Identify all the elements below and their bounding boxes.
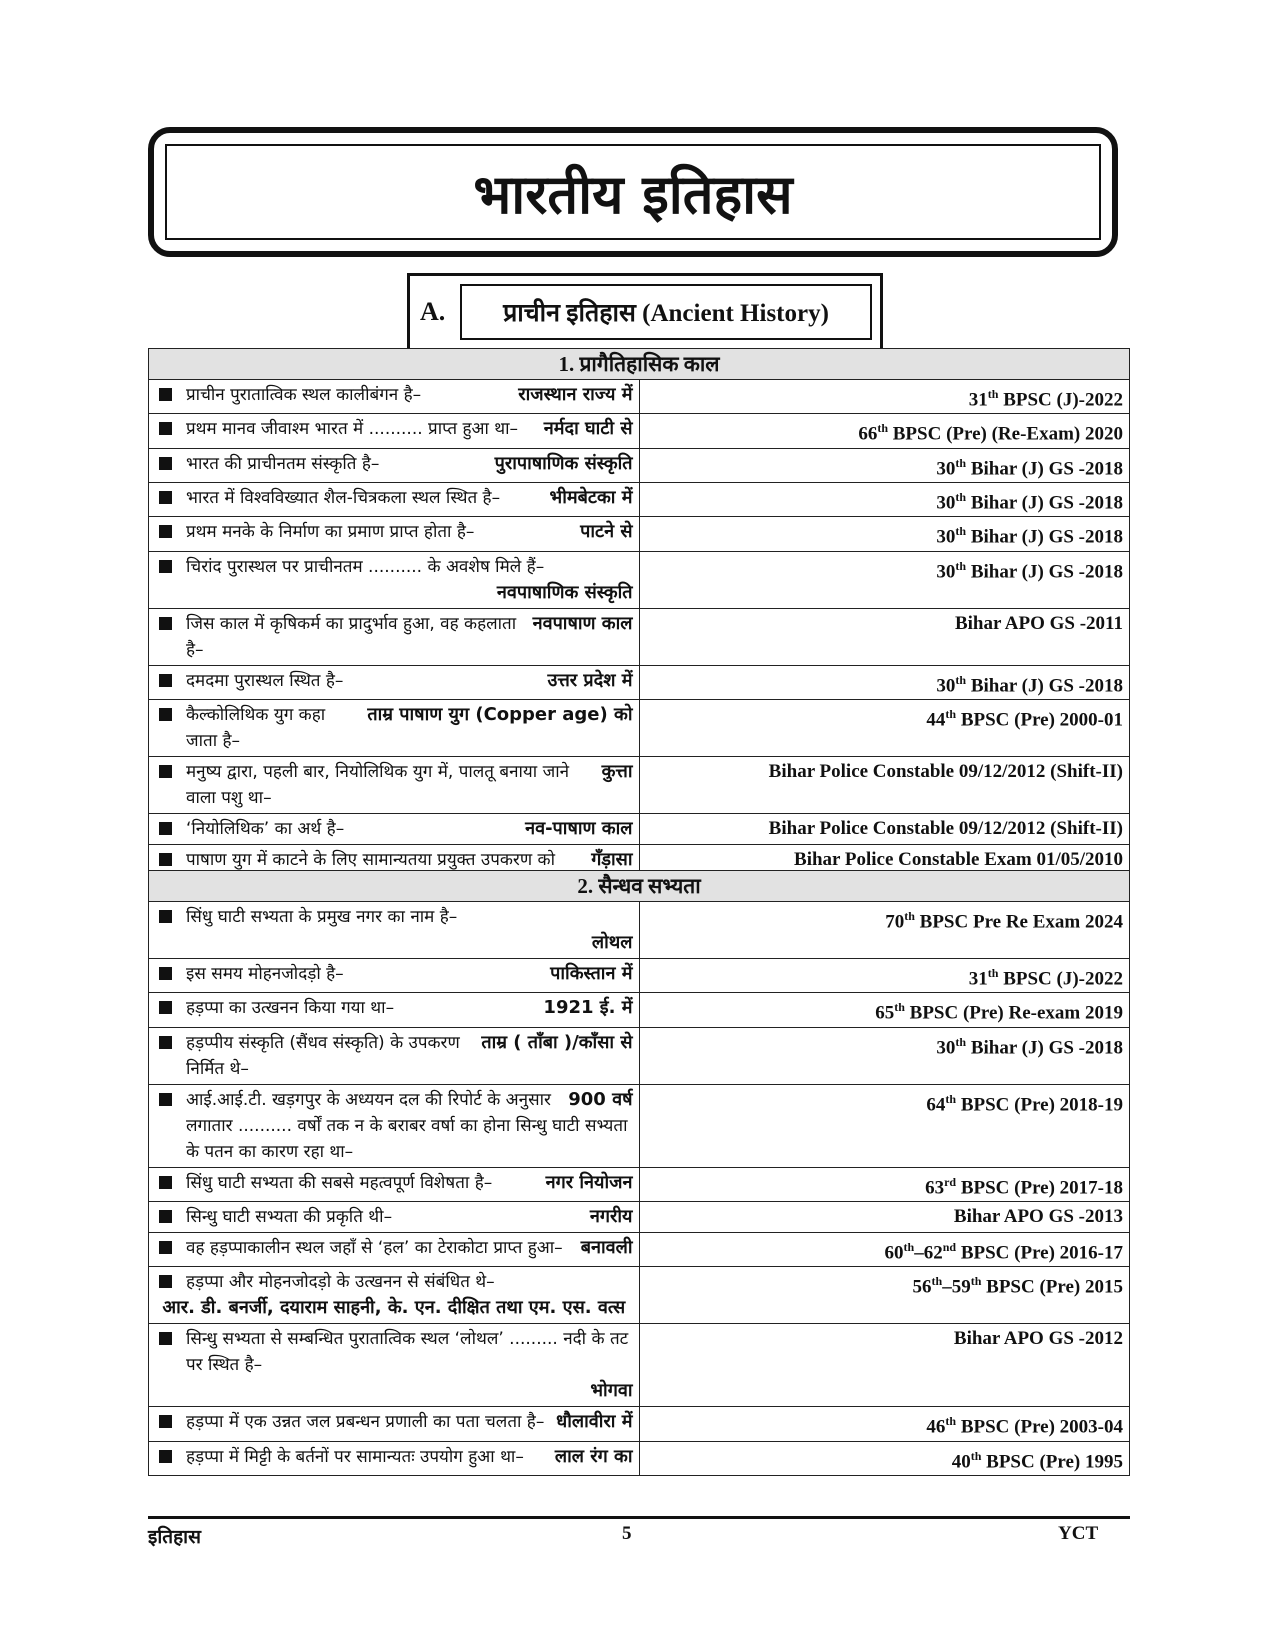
section-heading: 2. सैन्धव सभ्यता <box>149 871 1130 902</box>
square-bullet-icon <box>159 853 172 866</box>
question-row <box>149 959 1130 993</box>
exam-source: 30th Bihar (J) GS -2018 <box>639 665 1130 699</box>
exam-source: Bihar Police Constable 09/12/2012 (Shift-II) <box>639 813 1130 844</box>
question-line <box>155 1326 633 1378</box>
question-text-wrap <box>186 904 633 930</box>
question-cell <box>149 448 640 482</box>
question-cell <box>149 756 640 813</box>
question-cell <box>149 1201 640 1232</box>
question-text: दमदमा पुरास्थल स्थित है– <box>186 670 344 691</box>
footer-rule <box>148 1516 1130 1519</box>
question-line <box>155 904 633 930</box>
answer: ताम्र पाषाण युग (Copper age) को <box>367 703 633 725</box>
exam-source: 70th BPSC Pre Re Exam 2024 <box>639 902 1130 959</box>
question-text-wrap <box>186 995 633 1021</box>
question-line <box>155 382 633 408</box>
square-bullet-icon <box>159 388 172 401</box>
question-text-wrap <box>186 611 633 663</box>
question-line <box>155 759 633 811</box>
exam-source: 46th BPSC (Pre) 2003-04 <box>639 1407 1130 1441</box>
question-cell <box>149 902 640 959</box>
question-text-wrap <box>186 1030 633 1082</box>
question-text: मनुष्य द्वारा, पहली बार, नियोलिथिक युग में, पालतू बनाया जाने वाला पशु था– <box>186 761 570 808</box>
question-cell <box>149 1027 640 1084</box>
question-line <box>155 1170 633 1196</box>
answer: उत्तर प्रदेश में <box>547 669 633 691</box>
question-text: सिन्धु घाटी सभ्यता की प्रकृति थी– <box>186 1206 393 1227</box>
answer: पाटने से <box>580 521 633 543</box>
question-text: प्राचीन पुरातात्विक स्थल कालीबंगन है– <box>186 385 422 405</box>
answer: लाल रंग का <box>554 1445 633 1467</box>
exam-source: 63rd BPSC (Pre) 2017-18 <box>639 1167 1130 1201</box>
question-text-wrap <box>186 1409 633 1435</box>
question-cell <box>149 517 640 551</box>
question-row <box>149 1201 1130 1232</box>
question-cell <box>149 608 640 665</box>
square-bullet-icon <box>159 491 172 504</box>
question-text-wrap <box>186 485 633 511</box>
page-title: भारतीय इतिहास <box>473 163 793 226</box>
question-table-prehistoric <box>148 348 1130 902</box>
section-title-frame <box>407 273 883 351</box>
question-row <box>149 517 1130 551</box>
exam-source: 30th Bihar (J) GS -2018 <box>639 551 1130 608</box>
question-cell <box>149 665 640 699</box>
answer: पुरापाषाणिक संस्कृति <box>494 452 633 474</box>
square-bullet-icon <box>159 560 172 573</box>
question-line <box>155 961 633 987</box>
exam-source: Bihar APO GS -2013 <box>639 1201 1130 1232</box>
square-bullet-icon <box>159 1001 172 1014</box>
square-bullet-icon <box>159 525 172 538</box>
exam-source: 60th–62nd BPSC (Pre) 2016-17 <box>639 1232 1130 1266</box>
exam-source: Bihar APO GS -2012 <box>639 1324 1130 1407</box>
answer: धौलावीरा में <box>556 1411 633 1433</box>
answer: लोथल <box>591 932 633 953</box>
question-cell <box>149 1084 640 1167</box>
question-text-wrap <box>186 451 633 477</box>
question-text-wrap <box>186 382 633 408</box>
question-cell <box>149 993 640 1027</box>
question-text: पाषाण युग में काटने के लिए सामान्यतया प्रयुक्त उपकरण को <box>186 849 556 870</box>
question-text-wrap <box>186 759 633 811</box>
square-bullet-icon <box>159 422 172 435</box>
square-bullet-icon <box>159 1093 172 1106</box>
question-text: हड़प्पा में एक उन्नत जल प्रबन्धन प्रणाली का पता चलता है– <box>186 1412 545 1433</box>
square-bullet-icon <box>159 457 172 470</box>
question-line <box>155 554 633 580</box>
question-text: कैल्कोलिथिक युग कहा जाता है– <box>186 704 326 751</box>
question-text: हड़प्पीय संस्कृति (सैंधव संस्कृति) के उपकरण निर्मित थे– <box>186 1032 460 1079</box>
question-text-wrap <box>186 1444 633 1470</box>
answer: 900 वर्ष <box>568 1088 633 1110</box>
question-cell <box>149 813 640 844</box>
answer: आर. डी. बनर्जी, दयाराम साहनी, के. एन. दीक्षित तथा एम. एस. वत्स <box>162 1297 626 1319</box>
question-line <box>155 519 633 545</box>
question-row <box>149 1232 1130 1266</box>
question-row <box>149 608 1130 665</box>
exam-source: 30th Bihar (J) GS -2018 <box>639 1027 1130 1084</box>
answer: राजस्थान राज्य में <box>518 384 633 405</box>
question-row <box>149 665 1130 699</box>
question-row <box>149 1167 1130 1201</box>
square-bullet-icon <box>159 967 172 980</box>
question-line <box>155 995 633 1021</box>
square-bullet-icon <box>159 910 172 923</box>
question-row <box>149 482 1130 516</box>
square-bullet-icon <box>159 617 172 630</box>
question-text: सिन्धु सभ्यता से सम्बन्धित पुरातात्विक स्थल ‘लोथल’ ......... नदी के तट पर स्थित है– <box>186 1329 629 1376</box>
answer: नव-पाषाण काल <box>525 817 633 839</box>
question-cell <box>149 1407 640 1441</box>
square-bullet-icon <box>159 1241 172 1254</box>
answer: भोगवा <box>590 1380 633 1402</box>
question-line <box>155 1444 633 1470</box>
question-row <box>149 1084 1130 1167</box>
question-text-wrap <box>186 668 633 694</box>
question-cell <box>149 380 640 414</box>
answer: ताम्र ( ताँबा )/काँसा से <box>481 1031 633 1053</box>
question-cell <box>149 1232 640 1266</box>
answer: नवपाषाणिक संस्कृति <box>496 581 633 603</box>
footer-subject: इतिहास <box>148 1526 201 1548</box>
question-text: सिंधु घाटी सभ्यता की सबसे महत्वपूर्ण विशेषता है– <box>186 1172 493 1193</box>
question-line <box>155 416 633 442</box>
exam-source: 30th Bihar (J) GS -2018 <box>639 448 1130 482</box>
question-line <box>155 1087 633 1165</box>
question-row <box>149 380 1130 414</box>
question-line <box>155 702 633 754</box>
square-bullet-icon <box>159 1176 172 1189</box>
square-bullet-icon <box>159 708 172 721</box>
question-text: सिंधु घाटी सभ्यता के प्रमुख नगर का नाम है– <box>186 907 458 927</box>
question-row <box>149 993 1130 1027</box>
question-line <box>155 451 633 477</box>
square-bullet-icon <box>159 1275 172 1288</box>
exam-source: 31th BPSC (J)-2022 <box>639 959 1130 993</box>
answer: बनावली <box>580 1236 633 1258</box>
question-line <box>155 1269 633 1295</box>
question-cell <box>149 414 640 448</box>
answer: नवपाषाण काल <box>532 612 633 634</box>
question-line <box>155 816 633 842</box>
question-row <box>149 756 1130 813</box>
question-text: वह हड़प्पाकालीन स्थल जहाँ से ‘हल’ का टेराकोटा प्राप्त हुआ– <box>186 1237 563 1258</box>
question-text: चिरांद पुरास्थल पर प्राचीनतम .......... के अवशेष मिले हैं– <box>186 556 545 577</box>
exam-source: 65th BPSC (Pre) Re-exam 2019 <box>639 993 1130 1027</box>
answer: 1921 ई. में <box>543 997 633 1019</box>
question-row <box>149 1267 1130 1324</box>
question-text-wrap <box>186 416 633 442</box>
question-line <box>155 1030 633 1082</box>
question-text: हड़प्पा में मिट्टी के बर्तनों पर सामान्यतः उपयोग हुआ था– <box>186 1446 524 1467</box>
exam-source: 30th Bihar (J) GS -2018 <box>639 482 1130 516</box>
question-text: ‘नियोलिथिक’ का अर्थ है– <box>186 818 345 839</box>
question-row <box>149 551 1130 608</box>
question-line <box>155 668 633 694</box>
page-title-inner-frame <box>165 144 1101 240</box>
exam-source: 66th BPSC (Pre) (Re-Exam) 2020 <box>639 414 1130 448</box>
question-text-wrap <box>186 1087 633 1165</box>
question-cell <box>149 1441 640 1475</box>
exam-source: 30th Bihar (J) GS -2018 <box>639 517 1130 551</box>
section-heading: 1. प्रागैतिहासिक काल <box>149 349 1130 380</box>
question-row <box>149 448 1130 482</box>
question-line <box>155 611 633 663</box>
exam-source: 40th BPSC (Pre) 1995 <box>639 1441 1130 1475</box>
question-row <box>149 813 1130 844</box>
answer: गँड़ासा <box>591 848 633 870</box>
exam-source: Bihar Police Constable 09/12/2012 (Shift-II) <box>639 756 1130 813</box>
answer: पाकिस्तान में <box>550 963 633 984</box>
question-cell <box>149 959 640 993</box>
page-title-frame <box>148 127 1118 257</box>
question-text-wrap <box>186 1204 633 1230</box>
exam-source: 31th BPSC (J)-2022 <box>639 380 1130 414</box>
question-text-wrap <box>186 702 633 754</box>
question-text-wrap <box>186 1235 633 1261</box>
question-row <box>149 1027 1130 1084</box>
exam-source: 44th BPSC (Pre) 2000-01 <box>639 699 1130 756</box>
question-cell <box>149 482 640 516</box>
question-row <box>149 414 1130 448</box>
question-text-wrap <box>186 1326 633 1378</box>
question-text-wrap <box>186 519 633 545</box>
question-cell <box>149 1324 640 1407</box>
question-text: जिस काल में कृषिकर्म का प्रादुर्भाव हुआ, वह कहलाता है– <box>186 613 517 660</box>
question-text: प्रथम मनके के निर्माण का प्रमाण प्राप्त होता है– <box>186 522 475 543</box>
question-row <box>149 902 1130 959</box>
square-bullet-icon <box>159 1332 172 1345</box>
page-number: 5 <box>622 1523 632 1544</box>
question-line <box>155 1235 633 1261</box>
section-heading-row <box>149 871 1130 902</box>
question-row <box>149 699 1130 756</box>
answer: भीमबेटका में <box>549 486 633 508</box>
section-letter: A. <box>420 297 446 326</box>
square-bullet-icon <box>159 1036 172 1049</box>
footer-publisher: YCT <box>1058 1523 1099 1544</box>
exam-source: 64th BPSC (Pre) 2018-19 <box>639 1084 1130 1167</box>
answer: कुत्ता <box>601 760 633 782</box>
question-text: भारत की प्राचीनतम संस्कृति है– <box>186 453 380 474</box>
question-cell <box>149 1267 640 1324</box>
question-line <box>155 1204 633 1230</box>
exam-source: Bihar Police Constable Exam 01/05/2010 <box>639 844 1130 901</box>
question-text: आई.आई.टी. खड़गपुर के अध्ययन दल की रिपोर्ट के अनुसार लगातार .......... वर्षों तक न के बराबर वर्षा का होना सिन्धु घाटी सभ्यता के पतन का कारण रहा था– <box>186 1089 628 1162</box>
question-line <box>155 1409 633 1435</box>
question-row <box>149 1407 1130 1441</box>
question-text-wrap <box>186 554 633 580</box>
question-cell <box>149 551 640 608</box>
question-text-wrap <box>186 961 633 987</box>
question-line <box>155 485 633 511</box>
square-bullet-icon <box>159 1450 172 1463</box>
question-table-indus <box>148 870 1130 1476</box>
section-title: प्राचीन इतिहास (Ancient History) <box>460 284 872 340</box>
question-cell <box>149 1167 640 1201</box>
exam-source: Bihar APO GS -2011 <box>639 608 1130 665</box>
answer: नगर नियोजन <box>545 1171 633 1193</box>
square-bullet-icon <box>159 674 172 687</box>
question-text: भारत में विश्वविख्यात शैल-चित्रकला स्थल स्थित है– <box>186 487 501 508</box>
question-row <box>149 1441 1130 1475</box>
question-row <box>149 1324 1130 1407</box>
square-bullet-icon <box>159 822 172 835</box>
square-bullet-icon <box>159 1210 172 1223</box>
answer: नर्मदा घाटी से <box>543 418 633 440</box>
question-text-wrap <box>186 816 633 842</box>
question-text-wrap <box>186 1170 633 1196</box>
question-cell <box>149 699 640 756</box>
square-bullet-icon <box>159 765 172 778</box>
question-text: प्रथम मानव जीवाश्म भारत में .......... प्राप्त हुआ था– <box>186 419 519 440</box>
question-text-wrap <box>186 1269 633 1295</box>
exam-source: 56th–59th BPSC (Pre) 2015 <box>639 1267 1130 1324</box>
square-bullet-icon <box>159 1415 172 1428</box>
question-text: हड़प्पा और मोहनजोदड़ो के उत्खनन से संबंधित थे– <box>186 1272 495 1293</box>
question-text: हड़प्पा का उत्खनन किया गया था– <box>186 998 395 1019</box>
answer: नगरीय <box>589 1205 633 1227</box>
section-heading-row <box>149 349 1130 380</box>
question-text: इस समय मोहनजोदड़ो है– <box>186 964 344 984</box>
